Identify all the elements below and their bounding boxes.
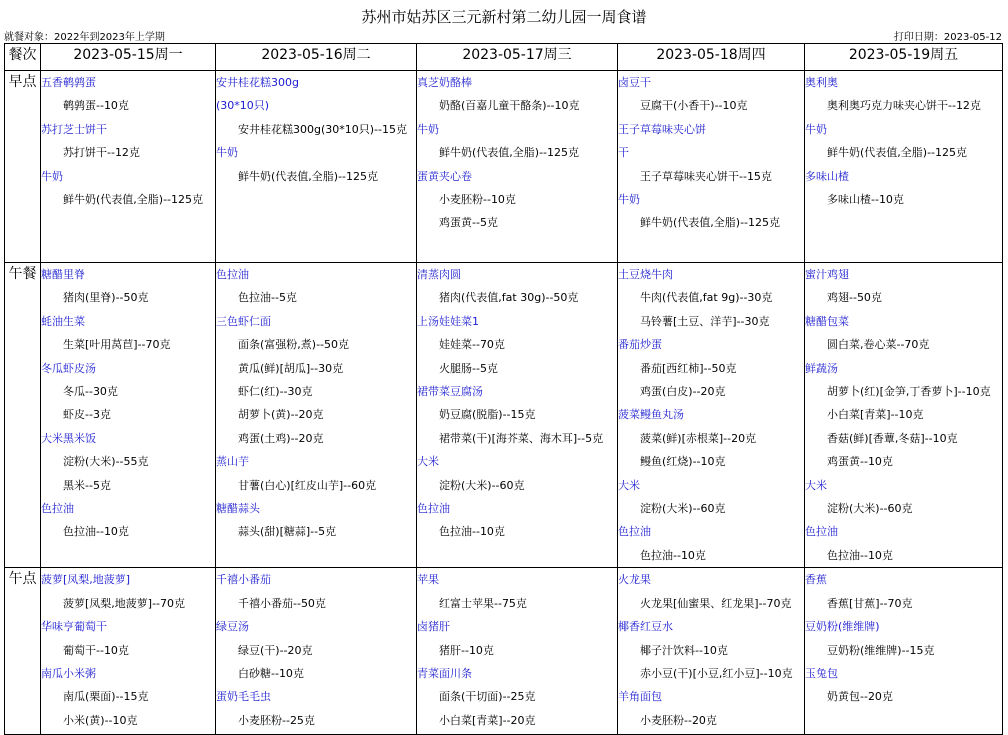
ingredient-line: 葡萄干--10克 [63,643,129,657]
ingredient-line: 鲜牛奶(代表值,全脂)--125克 [63,193,204,207]
menu-cell [41,263,216,568]
ingredient-line: 黑米--5克 [63,478,111,492]
dish-name: 卤豆干 [618,76,651,89]
ingredient-line: 鸡翅--50克 [827,291,882,305]
table-header-row [5,44,1003,71]
menu-cell [805,263,1003,568]
ingredient-line: 胡萝卜(黄)--20克 [238,408,324,422]
ingredient-line: 豆奶粉(维维牌)--15克 [827,643,935,657]
ingredient-line: 牛肉(代表值,fat 9g)--30克 [640,291,773,305]
dish-name: 三色虾仁面 [216,314,271,328]
ingredient-line: 娃娃菜--70克 [439,338,505,352]
dish-name: 安井桂花糕300g [216,76,299,89]
ingredient-line: 赤小豆(干)[小豆,红小豆]--10克 [640,666,793,680]
ingredient-line: 奶黄包--20克 [827,690,893,704]
ingredient-line: 裙带菜(干)[海芥菜、海木耳]--5克 [439,431,604,445]
ingredient-line: 千禧小番茄--50克 [238,596,326,610]
dish-name: 蜜汁鸡翅 [805,268,849,281]
menu-cell [805,568,1003,735]
ingredient-line: 黄瓜(鲜)[胡瓜]--30克 [238,361,344,375]
ingredient-line: 小米(黄)--10克 [63,713,138,727]
ingredient-line: 香菇(鲜)[香蕈,冬菇]--10克 [827,431,958,445]
dish-name: 牛奶 [618,193,640,207]
dish-name: 卤猪肝 [417,620,450,634]
header-day-fri: 2023-05-19周五 [805,44,1003,71]
ingredient-line: 鳗鱼(红烧)--10克 [640,455,726,469]
ingredient-line: 火龙果[仙蜜果、红龙果]--70克 [640,596,792,610]
ingredient-line: 淀粉(大米)--55克 [63,455,149,469]
ingredient-line: 绿豆(干)--20克 [238,643,313,657]
ingredient-line: 面条(富强粉,煮)--50克 [238,338,350,352]
dish-name: 蒸山芋 [216,455,249,469]
dish-name: 清蒸肉圆 [417,268,461,281]
ingredient-line: 鲜牛奶(代表值,全脂)--125克 [827,146,968,160]
ingredient-line: 小麦胚粉--25克 [238,713,315,727]
menu-cell [216,263,417,568]
dish-name: 五香鹌鹑蛋 [41,76,96,89]
ingredient-line: 鸡蛋黄--5克 [439,216,498,230]
dish-name: 牛奶 [216,146,238,160]
ingredient-line: 鸡蛋(土鸡)--20克 [238,431,324,445]
ingredient-line: 奶豆腐(脱脂)--15克 [439,408,536,422]
menu-cell [417,568,618,735]
ingredient-line: 鲜牛奶(代表值,全脂)--125克 [238,169,379,183]
dish-name: 牛奶 [417,122,439,136]
dish-name: 糖醋包菜 [805,314,849,328]
dish-name: 椰香红豆水 [618,620,673,634]
ingredient-line: 色拉油--10克 [640,548,706,562]
ingredient-line: 马铃薯[土豆、洋芋]--30克 [640,314,770,328]
dish-name: 色拉油 [618,525,651,539]
dish-name: 苏打芝士饼干 [41,122,107,136]
ingredient-line: 色拉油--5克 [238,291,297,305]
dish-name: 蚝油生菜 [41,314,85,328]
dish-name: 香蕉 [805,573,827,587]
target-audience: 就餐对象：2022年到2023年上学期 [4,32,165,43]
dish-name: 奥利奥 [805,76,838,89]
ingredient-line: 色拉油--10克 [827,548,893,562]
ingredient-line: 鸡蛋黄--10克 [827,455,893,469]
meal-label: 午点 [5,568,41,735]
dish-name: 糖醋里脊 [41,268,85,281]
dish-name: 大米 [618,478,640,492]
dish-name: 绿豆汤 [216,620,249,634]
menu-cell [805,71,1003,263]
ingredient-line: 鸡蛋(白皮)--20克 [640,385,726,399]
dish-name: 牛奶 [41,169,63,183]
ingredient-line: 小麦胚粉--20克 [640,713,717,727]
dish-name: 火龙果 [618,573,651,587]
dish-name: 青菜面川条 [417,666,472,680]
meal-label: 早点 [5,71,41,263]
header-day-wed: 2023-05-17周三 [417,44,618,71]
ingredient-line: 面条(干切面)--25克 [439,690,536,704]
ingredient-line: 豆腐干(小香干)--10克 [640,99,748,113]
menu-cell [41,71,216,263]
menu-cell [216,568,417,735]
meal-label: 午餐 [5,263,41,568]
dish-name: 菠菜鳗鱼丸汤 [618,408,684,422]
dish-name: 华味亨葡萄干 [41,620,107,634]
ingredient-line: 白砂糖--10克 [238,666,304,680]
ingredient-line: 生菜[叶用莴苣]--70克 [63,338,171,352]
meal-row-lunch [5,263,1003,568]
dish-name: 豆奶粉(维维牌) [805,620,880,634]
header-day-tue: 2023-05-16周二 [216,44,417,71]
dish-name: 冬瓜虾皮汤 [41,361,96,375]
ingredient-line: 火腿肠--5克 [439,361,498,375]
dish-name: 裙带菜豆腐汤 [417,385,483,399]
ingredient-line: 淀粉(大米)--60克 [640,502,726,516]
print-date: 打印日期：2023-05-12 [893,32,1002,43]
ingredient-line: 菠萝[凤梨,地菠萝]--70克 [63,596,186,610]
ingredient-line: 胡萝卜(红)[金笋,丁香萝卜]--10克 [827,385,991,399]
ingredient-line: 蒜头(甜)[糖蒜]--5克 [238,525,337,539]
ingredient-line: 鲜牛奶(代表值,全脂)--125克 [439,146,580,160]
ingredient-line: 虾皮--3克 [63,408,111,422]
dish-name: 真芝奶酪棒 [417,76,472,89]
ingredient-line: 圆白菜,卷心菜--70克 [827,338,930,352]
dish-name: 大米 [805,478,827,492]
ingredient-line: 苏打饼干--12克 [63,146,140,160]
ingredient-line: 色拉油--10克 [63,525,129,539]
dish-name: 南瓜小米粥 [41,666,96,680]
dish-name: 大米黑米饭 [41,431,96,445]
dish-name: 色拉油 [417,502,450,516]
dish-name: 千禧小番茄 [216,573,271,587]
dish-name: 菠萝[凤梨,地菠萝] [41,573,131,587]
ingredient-line: 椰子汁饮料--10克 [640,643,728,657]
dish-name: 鲜蔬汤 [805,361,838,375]
dish-name: 土豆烧牛肉 [618,268,673,281]
dish-name: 色拉油 [805,525,838,539]
ingredient-line: 南瓜(栗面)--15克 [63,690,149,704]
dish-name: 牛奶 [805,122,827,136]
menu-cell [41,568,216,735]
ingredient-line: 淀粉(大米)--60克 [827,502,913,516]
dish-name: 多味山楂 [805,169,849,183]
dish-name: 羊角面包 [618,690,662,704]
ingredient-line: 番茄[西红柿]--50克 [640,361,737,375]
ingredient-line: 小白菜[青菜]--10克 [827,408,924,422]
menu-cell [618,71,805,263]
ingredient-line: 虾仁(红)--30克 [238,385,313,399]
ingredient-line: 香蕉[甘蕉]--70克 [827,596,913,610]
meal-row-afternoon-snack [5,568,1003,735]
ingredient-line: 奥利奥巧克力味夹心饼干--12克 [827,99,981,113]
menu-cell [417,71,618,263]
menu-cell [417,263,618,568]
ingredient-line: 淀粉(大米)--60克 [439,478,525,492]
dish-name: 番茄炒蛋 [618,338,662,352]
dish-name: 蛋奶毛毛虫 [216,690,271,704]
dish-name: 玉兔包 [805,666,838,680]
ingredient-line: 王子草莓味夹心饼干--15克 [640,169,772,183]
dish-name: 色拉油 [41,502,74,516]
header-day-mon: 2023-05-15周一 [41,44,216,71]
ingredient-line: 红富士苹果--75克 [439,596,527,610]
menu-cell [618,263,805,568]
ingredient-line: 冬瓜--30克 [63,385,118,399]
dish-name: (30*10只) [216,99,270,113]
ingredient-line: 菠菜(鲜)[赤根菜]--20克 [640,431,757,445]
dish-name: 蛋黄夹心卷 [417,169,472,183]
header-day-thu: 2023-05-18周四 [618,44,805,71]
dish-name: 干 [618,146,629,160]
page-title: 苏州市姑苏区三元新村第二幼儿园一周食谱 [361,8,647,26]
ingredient-line: 多味山楂--10克 [827,193,904,207]
ingredient-line: 鹌鹑蛋--10克 [63,99,129,113]
dish-name: 王子草莓味夹心饼 [618,122,706,136]
weekly-menu-table [4,43,1003,735]
dish-name: 上汤娃娃菜1 [417,314,479,328]
ingredient-line: 小麦胚粉--10克 [439,193,516,207]
ingredient-line: 小白菜[青菜]--20克 [439,713,536,727]
ingredient-line: 安井桂花糕300g(30*10只)--15克 [238,122,407,136]
ingredient-line: 猪肉(里脊)--50克 [63,291,149,305]
menu-cell [618,568,805,735]
ingredient-line: 猪肝--10克 [439,643,494,657]
ingredient-line: 甘薯(白心)[红皮山芋]--60克 [238,478,377,492]
dish-name: 糖醋蒜头 [216,502,260,516]
dish-name: 色拉油 [216,268,249,281]
dish-name: 苹果 [417,573,439,587]
dish-name: 大米 [417,455,439,469]
menu-cell [216,71,417,263]
ingredient-line: 奶酪(百嘉儿童干酪条)--10克 [439,99,580,113]
ingredient-line: 猪肉(代表值,fat 30g)--50克 [439,291,579,305]
ingredient-line: 色拉油--10克 [439,525,505,539]
ingredient-line: 鲜牛奶(代表值,全脂)--125克 [640,216,781,230]
header-meal-category: 餐次 [5,44,41,71]
meal-row-breakfast [5,71,1003,263]
